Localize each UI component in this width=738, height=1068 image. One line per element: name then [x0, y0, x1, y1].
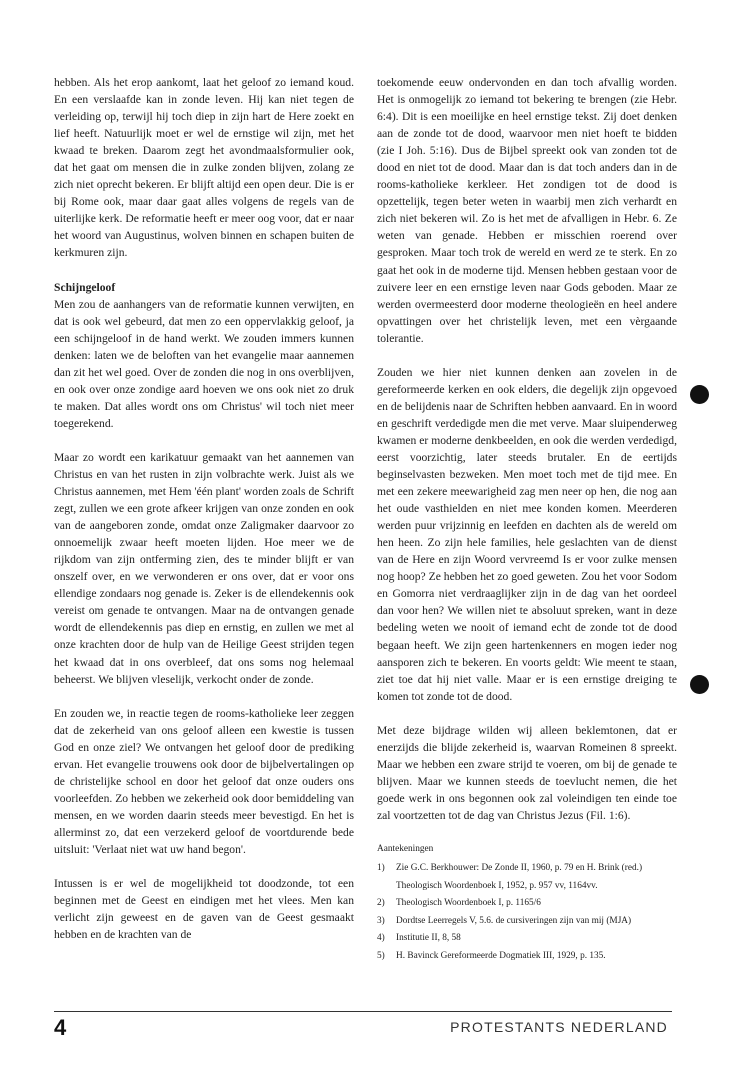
paragraph: Met deze bijdrage wilden wij alleen beklemtonen, dat er enerzijds die blijde zekerheid is, waarvan Romeinen 8 spreekt. Maar we hebben een zware strijd te voeren, om bij de genade te blijven. Maar we kunnen steeds de toevlucht nemen, die het goede werk in ons begonnen ook zal voleindigen ten einde toe zal voortzetten tot de dag van Christus Jezus (Fil. 1:6).: [377, 723, 677, 822]
footnote-number: 2): [377, 898, 385, 909]
binder-hole-mark: [690, 385, 709, 404]
footnote: [377, 913, 677, 931]
footnote-text: Institutie II, 8, 58: [396, 933, 461, 944]
footnote-text: Dordtse Leerregels V, 5.6. de cursiveringen zijn van mij (MJA): [396, 915, 632, 926]
footnote-number: 4): [377, 933, 385, 944]
footer-divider: [54, 1011, 672, 1012]
footnote-list: [377, 860, 677, 965]
paragraph: toekomende eeuw ondervonden en dan toch afvallig worden. Het is onmogelijk zo iemand tot bekering te brengen (zie Hebr. 6:4). Dit is een moeilijke en heel ernstige tekst. Zij doet denken aan de zonde tot de dood, waarvoor men niet hoeft te bidden (zie I Joh. 5:16). Dus de Bijbel spreekt ook van zonden tot de dood en niet tot de dood. Maar dan is dat toch anders dan in de rooms-katholieke kerkleer. Het zondigen tot de dood is opzettelijk, tegen beter weten in waarbij men zich verhardt en zich niet bekeren wil. Zo is het met de afvalligen in Hebr. 6. Ze weten van genade. Hebben er misschien roerend over gesproken. Maar toch trok de wereld en werd ze te sterk. En zo gaat het ook in de moderne tijd. Mensen hebben gestaan voor de zuivere leer en een ernstige leven naar Gods geboden. Maar ze werden overmeesterd door moderne theologieën en heel andere opvattingen over het christelijk leven, met een vèrgaande tolerantie.: [377, 76, 677, 345]
binder-hole-mark: [690, 675, 709, 694]
paragraph: Maar zo wordt een karikatuur gemaakt van het aannemen van Christus en van het rusten in zijn volbrachte werk. Juist als we Christus aannemen, met Hem 'één plant' worden zoals de Schrift zegt, zullen we een grote afkeer krijgen van onze zonden en ook van de aangeboren zonde, omdat onze Zaligmaker daarvoor zo onnoemelijk zwaar heeft moeten lijden. Hoe meer we de rijkdom van zijn ontferming zien, des te minder blijft er van onszelf over, en we verwonderen er ons over, dat er voor ons ellendige zondaars nog genade is. Zeker is de ellendekennis ook vereist om genade te ontvangen. Maar na de ontvangen genade wordt de ellendekennis pas diep en ernstig, en zullen we met al onze krachten door de hulp van de Heilige Geest strijden tegen het kwaad dat in ons overbleef, dat ons soms nog helemaal beheerst. We blijven vleselijk, verkocht onder de zonde.: [54, 450, 354, 686]
footnote-number: 5): [377, 950, 385, 961]
footnote: [377, 860, 677, 895]
section-heading: Schijngeloof: [54, 280, 116, 294]
footnotes: [377, 841, 677, 966]
paragraph: Men zou de aanhangers van de reformatie kunnen verwijten, en dat is ook wel gebeurd, dat men zo een oppervlakkig geloof, ja een schijngeloof in de hand werkt. We zouden immers kunnen denken: laten we de beloften van het evangelie maar aannemen dan zit het wel goed. Over de zonden die nog in ons overblijven, en ook over onze zondige aard hoeven we ons ook niet zo druk te maken. Dat alles wordt ons om Christus' wil toch niet meer toegerekend.: [54, 297, 354, 430]
footnote-text: H. Bavinck Gereformeerde Dogmatiek III, 1929, p. 135.: [396, 950, 606, 961]
paragraph: Zouden we hier niet kunnen denken aan zovelen in de gereformeerde kerken en ook elders, die degelijk zijn opgevoed en de belijdenis naar de Schriften hebben aanvaard. En in woord en geschrift verdedigde men die met verve. Maar sluipenderweg kwamen er moderne denkbeelden, en ook die werden verdedigd, eerst voorzichtig, later steeds brutaler. En de eertijds beginselvasten bezweken. Men moet toch met de tijd mee. En met een zekere meewarigheid zag men neer op hen, die nog aan het oude vasthielden en niet mee konden komen. Meerderen werden puur vrijzinnig en leefden en dachten als de wereld om hen heen. Zo zijn hele families, hele geslachten van de dienst van de Here en zijn Woord vervreemd Is er voor zulke mensen nog hoop? Ze hebben het zo goed geweten. Zou het voor Sodom en Gomorra niet verdraaglijker zijn in de dag van het oordeel dan voor hen? We willen niet te absoluut spreken, want in deze bedeling weten we nooit of iemand echt de zonde tot de dood begaan heeft. We zijn geen hartenkenners en mogen ieder nog aansporen zich te bekeren. En voorts geldt: Wie meent te staan, ziet toe dat hij niet valle. Maar er is een ernstige dreiging te komen tot zonde tot de dood.: [377, 365, 677, 703]
right-column: [377, 74, 677, 965]
footnote-text: Theologisch Woordenboek I, p. 1165/6: [396, 898, 541, 909]
footnote-number: 1): [377, 863, 385, 874]
page-number: 4: [54, 1015, 67, 1040]
paragraph: hebben. Als het erop aankomt, laat het geloof zo iemand koud. En een verslaafde kan in zonde leven. Hij kan niet tegen de verleiding op, terwijl hij toch diep in zijn hart de Here zoekt en lief heeft. Natuurlijk moet er wel de ernstige wil zijn, met het kwaad te breken. Daarom zegt het avondmaalsformulier ook, dat het gaat om mensen die in zulke zonden blijven, zolang ze zich niet oprecht bekeren. Er blijft altijd een open deur. Die is er bij Rome ook, maar daar gaat alles volgens de regels van de uiterlijke kerk. De reformatie heeft er meer oog voor, dat er naar het woord van Augustinus, wolven binnen en schapen buiten de kerkmuren zijn.: [54, 76, 354, 260]
footnote-text: Zie G.C. Berkhouwer: De Zonde II, 1960, p. 79 en H. Brink (red.) Theologisch Woordenboek I, 1952, p. 957 vv, 1164vv.: [396, 863, 643, 891]
footnote: [377, 930, 677, 948]
paragraph: Intussen is er wel de mogelijkheid tot doodzonde, tot een beginnen met de Geest en eindigen met het vlees. Men kan verlicht zijn geweest en de gaven van de Geest gesmaakt hebben en de krachten van de: [54, 877, 354, 942]
footnote: [377, 948, 677, 966]
left-column: [54, 74, 354, 943]
footnotes-title: Aantekeningen: [377, 843, 434, 854]
footnote-number: 3): [377, 915, 385, 926]
magazine-name: PROTESTANTS NEDERLAND: [450, 1019, 668, 1035]
footnote: [377, 895, 677, 913]
paragraph: En zouden we, in reactie tegen de rooms-katholieke leer zeggen dat de zekerheid van ons geloof alleen een kwestie is tussen God en onze ziel? We ontvangen het geloof door de prediking ervan. Het evangelie trouwens ook door de bijbelvertalingen op de christelijke school en door het geloof dat onze ouders ons voorleefden. Zo hebben we zekerheid ook door bemiddeling van mensen, en we worden daarin steeds meer bevestigd. En het is allerminst zo, dat een verzekerd geloof de voortdurende bede uitsluit: 'Verlaat niet wat uw hand begon'.: [54, 706, 354, 856]
